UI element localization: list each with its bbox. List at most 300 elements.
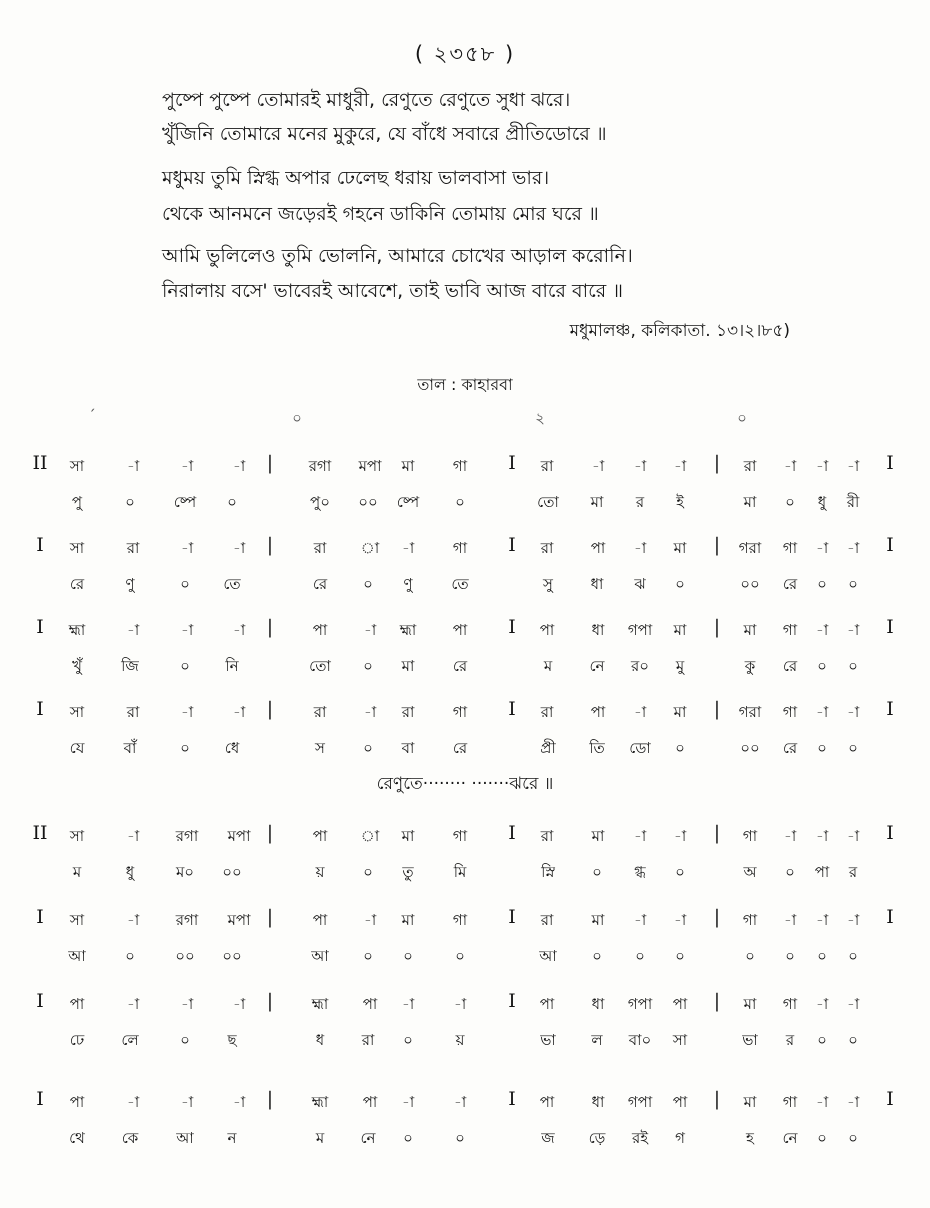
bar-line: | <box>713 698 721 720</box>
lyric-syllable: ধ <box>315 1031 325 1049</box>
lyric-syllable: ০ <box>785 947 795 965</box>
lyric-syllable: ০ <box>180 1031 190 1049</box>
lyric-syllable: বা <box>401 739 415 757</box>
swara-note: রগা <box>175 911 199 929</box>
lyric-syllable: মা <box>590 493 604 511</box>
lyric-syllable: ০ <box>817 575 827 593</box>
notation-block <box>0 1088 930 1161</box>
bar-line: I <box>886 616 894 638</box>
lyric-syllable: কে <box>121 1129 139 1147</box>
swara-note: -া <box>815 827 829 845</box>
bar-line: I <box>886 534 894 556</box>
swara-note: মা <box>673 703 687 721</box>
beat-mark: ০ <box>292 409 302 427</box>
lyric-syllable: তি <box>589 739 605 757</box>
swara-note: মা <box>591 911 605 929</box>
swara-note: -া <box>846 457 860 475</box>
bar-line: | <box>713 616 721 638</box>
syllable-row <box>0 1029 930 1057</box>
swara-note: মা <box>743 1093 757 1111</box>
swara-note: হ্মা <box>311 1093 329 1111</box>
lyric-syllable: ০ <box>817 1129 827 1147</box>
swara-note: রা <box>126 703 140 721</box>
swara-note: পা <box>539 995 555 1013</box>
swara-note: -া <box>673 827 687 845</box>
lyric-syllable: ০০ <box>358 493 378 511</box>
bar-line: | <box>266 990 274 1012</box>
swara-note: -া <box>180 457 194 475</box>
swara-note: -া <box>126 995 140 1013</box>
lyric-syllable: ০ <box>675 575 685 593</box>
lyric-syllable: রে <box>312 575 328 593</box>
swara-note: পা <box>590 539 606 557</box>
composition-place-date: মধুমালঞ্চ, কলিকাতা. ১৩।২।৮৫) <box>569 321 790 341</box>
lyric-syllable: ০ <box>635 947 645 965</box>
bar-line: | <box>266 1088 274 1110</box>
lyric-syllable: ০ <box>848 739 858 757</box>
swara-note: -া <box>126 457 140 475</box>
lyric-syllable: প্রী <box>540 739 556 757</box>
swara-note: -া <box>783 911 797 929</box>
swara-note: গা <box>742 827 758 845</box>
swara-note: গা <box>452 457 468 475</box>
lyric-syllable: ০ <box>848 657 858 675</box>
lyric-syllable: ০ <box>817 1031 827 1049</box>
lyric-syllable: সা <box>672 1031 688 1049</box>
beat-mark: ´ <box>88 407 96 425</box>
swara-note: পা <box>362 995 378 1013</box>
lyric-syllable: ০ <box>455 493 465 511</box>
lyric-syllable: রে <box>782 739 798 757</box>
lyric-syllable: ণু <box>125 575 135 593</box>
swara-note: পা <box>312 911 328 929</box>
lyric-syllable: থে <box>69 1129 85 1147</box>
lyric-syllable: ঝ <box>634 575 646 593</box>
lyric-syllable: ০০ <box>740 575 760 593</box>
swara-note: ধা <box>591 621 605 639</box>
swara-note: -া <box>126 911 140 929</box>
swara-note: ধা <box>591 995 605 1013</box>
bar-line: I <box>886 822 894 844</box>
swara-note: -া <box>846 995 860 1013</box>
swara-note: গা <box>782 1093 798 1111</box>
swara-note: পা <box>539 621 555 639</box>
lyric-syllable: ০ <box>817 739 827 757</box>
beat-mark: ০ <box>737 409 747 427</box>
lyric-line: খুঁজিনি তোমারে মনের মুকুরে, যে বাঁধে সবারে প্রীতিডোরে ॥ <box>162 123 607 145</box>
lyric-syllable: খুঁ <box>72 657 82 675</box>
swara-note: রা <box>540 911 554 929</box>
swara-note: মা <box>673 539 687 557</box>
lyric-syllable: ০০ <box>740 739 760 757</box>
lyric-syllable: অ <box>743 863 757 881</box>
lyric-syllable: স্নি <box>541 863 555 881</box>
notation-block <box>0 990 930 1063</box>
notation-block <box>0 822 930 895</box>
swara-note: -া <box>633 457 647 475</box>
swara-note: পা <box>590 703 606 721</box>
swara-note: -া <box>846 539 860 557</box>
swara-note: পা <box>69 995 85 1013</box>
lyric-syllable: ০ <box>363 739 373 757</box>
swara-note: হ্মা <box>399 621 417 639</box>
swara-note: -া <box>815 1093 829 1111</box>
tala-heading: তাল : কাহারবা <box>417 375 513 394</box>
swara-note: -া <box>846 703 860 721</box>
lyric-syllable: ষ্পে <box>396 493 420 511</box>
lyric-syllable: বাঁ <box>123 739 137 757</box>
swara-note: পা <box>362 1093 378 1111</box>
lyric-syllable: ০ <box>180 739 190 757</box>
swara-row <box>0 822 930 853</box>
lyric-line: থেকে আনমনে জড়েরই গহনে ডাকিনি তোমায় মোর ঘরে ॥ <box>162 203 599 225</box>
syllable-row <box>0 573 930 601</box>
bar-line: I <box>886 1088 894 1110</box>
swara-note: গা <box>782 621 798 639</box>
lyric-syllable: ঢে <box>69 1031 85 1049</box>
lyric-syllable: ০ <box>848 947 858 965</box>
lyric-syllable: রে <box>452 657 468 675</box>
lyric-syllable: ডো <box>629 739 651 757</box>
lyric-syllable: ০ <box>455 1129 465 1147</box>
lyric-syllable: রা <box>361 1031 375 1049</box>
lyric-line: মধুময় তুমি স্নিগ্ধ অপার ঢেলেছ ধরায় ভালবাসা ভার। <box>162 167 550 189</box>
syllable-row <box>0 655 930 683</box>
lyric-syllable: ০ <box>180 575 190 593</box>
lyric-syllable: কু <box>744 657 756 675</box>
swara-note: -া <box>815 621 829 639</box>
swara-note: -া <box>126 1093 140 1111</box>
swara-row <box>0 452 930 483</box>
notation-block <box>0 906 930 979</box>
lyric-syllable: ০ <box>675 947 685 965</box>
lyric-syllable: ড়ে <box>588 1129 606 1147</box>
lyric-syllable: ম <box>72 863 82 881</box>
notation-block <box>0 698 930 771</box>
lyric-syllable: তে <box>223 575 241 593</box>
swara-note: -া <box>815 457 829 475</box>
swara-note: পা <box>539 1093 555 1111</box>
bar-line: I <box>36 990 44 1012</box>
lyric-syllable: মা <box>743 493 757 511</box>
swara-note: সা <box>69 539 85 557</box>
lyric-syllable: স <box>315 739 325 757</box>
bar-line: II <box>32 822 48 844</box>
swara-note: মপা <box>227 911 251 929</box>
lyric-syllable: ০ <box>592 947 602 965</box>
lyric-syllable: ০ <box>363 863 373 881</box>
swara-note: রা <box>126 539 140 557</box>
lyric-syllable: তো <box>537 493 559 511</box>
swara-note: মা <box>401 911 415 929</box>
swara-note: গা <box>782 539 798 557</box>
swara-note: গা <box>742 911 758 929</box>
swara-note: -া <box>363 621 377 639</box>
lyric-syllable: যে <box>69 739 85 757</box>
lyric-syllable: বা০ <box>628 1031 652 1049</box>
swara-note: গা <box>452 703 468 721</box>
lyric-syllable: ল <box>591 1031 603 1049</box>
bar-line: I <box>508 1088 516 1110</box>
swara-note: পা <box>312 621 328 639</box>
beat-marks <box>0 407 930 429</box>
swara-note: -া <box>846 1093 860 1111</box>
swara-note: -া <box>232 1093 246 1111</box>
swara-note: -া <box>783 827 797 845</box>
lyric-syllable: ০ <box>363 947 373 965</box>
swara-note: -া <box>232 621 246 639</box>
swara-note: -া <box>633 539 647 557</box>
syllable-row <box>0 945 930 973</box>
lyric-syllable: ০ <box>785 493 795 511</box>
swara-note: রা <box>540 827 554 845</box>
swara-note: সা <box>69 703 85 721</box>
swara-note: গরা <box>738 539 762 557</box>
swara-note: রা <box>743 457 757 475</box>
swara-note: মপা <box>358 457 382 475</box>
lyric-syllable: রে <box>452 739 468 757</box>
lyric-syllable: ০ <box>363 657 373 675</box>
lyric-syllable: পু <box>71 493 83 511</box>
swara-note: গপা <box>627 995 653 1013</box>
swara-note: -া <box>126 621 140 639</box>
swara-note: -া <box>232 703 246 721</box>
lyric-syllable: তে <box>451 575 469 593</box>
swara-note: গা <box>782 703 798 721</box>
lyric-syllable: লে <box>121 1031 139 1049</box>
syllable-row <box>0 861 930 889</box>
bar-line: I <box>36 1088 44 1110</box>
lyric-syllable: ধু <box>125 863 135 881</box>
bar-line: | <box>713 534 721 556</box>
lyric-syllable: নি <box>225 657 239 675</box>
bar-line: | <box>266 906 274 928</box>
swara-note: মা <box>743 995 757 1013</box>
lyric-syllable: ধে <box>224 739 240 757</box>
swara-note: রা <box>540 539 554 557</box>
lyric-syllable: ০ <box>125 493 135 511</box>
lyric-syllable: ভা <box>742 1031 758 1049</box>
lyric-line: নিরালায় বসে' ভাবেরই আবেশে, তাই ভাবি আজ বারে বারে ॥ <box>162 280 624 302</box>
lyric-syllable: ছ <box>227 1031 237 1049</box>
lyric-syllable: ০০ <box>175 947 195 965</box>
syllable-row <box>0 491 930 519</box>
lyric-syllable: ০ <box>817 657 827 675</box>
swara-note: গা <box>782 995 798 1013</box>
swara-note: -া <box>363 703 377 721</box>
lyric-syllable: গ্ধ <box>634 863 646 881</box>
lyric-syllable: ণু <box>403 575 413 593</box>
lyric-syllable: রী <box>846 493 860 511</box>
bar-line: II <box>32 452 48 474</box>
swara-note: -া <box>783 457 797 475</box>
swara-note: -া <box>846 621 860 639</box>
lyric-syllable: ০ <box>592 863 602 881</box>
lyric-syllable: ০ <box>848 575 858 593</box>
syllable-row <box>0 737 930 765</box>
lyric-syllable: ন <box>227 1129 237 1147</box>
swara-note: গরা <box>738 703 762 721</box>
lyric-syllable: র০ <box>630 657 650 675</box>
bar-line: I <box>886 452 894 474</box>
swara-note: পা <box>452 621 468 639</box>
lyric-syllable: ০ <box>227 493 237 511</box>
lyric-syllable: ০ <box>403 1031 413 1049</box>
bar-line: I <box>36 616 44 638</box>
lyric-syllable: জ <box>541 1129 555 1147</box>
lyric-syllable: তু <box>402 863 414 881</box>
bar-line: | <box>266 452 274 474</box>
swara-note: গা <box>452 911 468 929</box>
swara-note: -া <box>401 1093 415 1111</box>
swara-note: -া <box>453 1093 467 1111</box>
swara-note: মপা <box>227 827 251 845</box>
swara-note: ধা <box>591 1093 605 1111</box>
swara-note: গা <box>452 539 468 557</box>
swara-row <box>0 990 930 1021</box>
swara-note: মা <box>591 827 605 845</box>
swara-note: -া <box>815 703 829 721</box>
lyric-syllable: রই <box>631 1129 649 1147</box>
swara-row <box>0 1088 930 1119</box>
lyric-syllable: ০ <box>675 863 685 881</box>
swara-note: মা <box>743 621 757 639</box>
swara-note: হ্মা <box>68 621 86 639</box>
swara-note: পা <box>69 1093 85 1111</box>
bar-line: | <box>713 822 721 844</box>
lyric-syllable: ০ <box>785 863 795 881</box>
swara-note: রা <box>313 703 327 721</box>
swara-note: রা <box>540 703 554 721</box>
beat-mark: ২ <box>535 409 545 427</box>
lyric-syllable: র <box>848 863 858 881</box>
swara-note: -া <box>180 703 194 721</box>
swara-note: -া <box>232 995 246 1013</box>
swara-note: সা <box>69 827 85 845</box>
syllable-row <box>0 1127 930 1155</box>
lyric-syllable: নে <box>782 1129 798 1147</box>
swara-note: -া <box>180 621 194 639</box>
lyric-syllable: ষ্পে <box>173 493 197 511</box>
lyric-syllable: র <box>785 1031 795 1049</box>
swara-note: -া <box>673 911 687 929</box>
swara-note: রগা <box>308 457 332 475</box>
lyric-syllable: ০ <box>745 947 755 965</box>
lyric-syllable: ০ <box>363 575 373 593</box>
stanza-divider: রেণুতে········ ·······ঝরে ॥ <box>376 774 554 794</box>
lyric-syllable: হ <box>746 1129 754 1147</box>
swara-note: -া <box>846 827 860 845</box>
swara-note: মা <box>401 827 415 845</box>
swara-note: গপা <box>627 1093 653 1111</box>
bar-line: | <box>266 534 274 556</box>
swara-note: পা <box>672 995 688 1013</box>
swara-note: -া <box>453 995 467 1013</box>
lyric-syllable: ধা <box>590 575 604 593</box>
swara-note: হ্মা <box>311 995 329 1013</box>
lyric-syllable: আ <box>539 947 557 965</box>
swara-row <box>0 534 930 565</box>
lyric-syllable: আ <box>68 947 86 965</box>
swara-note: -া <box>232 457 246 475</box>
lyric-syllable: ০ <box>403 947 413 965</box>
lyric-syllable: ০ <box>403 1129 413 1147</box>
notation-block <box>0 534 930 607</box>
lyric-line: পুষ্পে পুষ্পে তোমারই মাধুরী, রেণুতে রেণুতে সুধা ঝরে। <box>162 89 571 111</box>
lyric-syllable: ০ <box>817 947 827 965</box>
bar-line: I <box>36 906 44 928</box>
lyric-syllable: য় <box>455 1031 465 1049</box>
notation-block <box>0 452 930 525</box>
lyric-syllable: নে <box>589 657 605 675</box>
swara-note: -া <box>180 1093 194 1111</box>
lyric-syllable: রে <box>782 575 798 593</box>
lyric-syllable: মা <box>401 657 415 675</box>
page-number: ( ২৩৫৮ ) <box>414 42 516 66</box>
lyric-syllable: ০ <box>848 1129 858 1147</box>
bar-line: I <box>508 452 516 474</box>
swara-note: মা <box>401 457 415 475</box>
lyric-syllable: মি <box>453 863 467 881</box>
bar-line: | <box>266 698 274 720</box>
lyric-syllable: ম০ <box>175 863 195 881</box>
swara-row <box>0 698 930 729</box>
bar-line: | <box>713 452 721 474</box>
swara-note: -া <box>232 539 246 557</box>
bar-line: I <box>508 616 516 638</box>
swara-note: সা <box>69 911 85 929</box>
bar-line: I <box>508 990 516 1012</box>
lyric-syllable: আ <box>176 1129 194 1147</box>
bar-line: I <box>36 534 44 556</box>
swara-note: মা <box>673 621 687 639</box>
swara-note: -া <box>126 827 140 845</box>
swara-note: া <box>360 539 380 557</box>
bar-line: I <box>508 822 516 844</box>
swara-note: রা <box>540 457 554 475</box>
lyric-syllable: ভা <box>540 1031 556 1049</box>
swara-note: -া <box>401 539 415 557</box>
swara-note: -া <box>815 539 829 557</box>
lyric-syllable: সু <box>543 575 553 593</box>
swara-note: -া <box>633 827 647 845</box>
bar-line: I <box>508 906 516 928</box>
bar-line: | <box>713 1088 721 1110</box>
swara-note: গপা <box>627 621 653 639</box>
swara-row <box>0 906 930 937</box>
swara-note: গা <box>452 827 468 845</box>
lyric-syllable: পা <box>814 863 830 881</box>
bar-line: I <box>508 534 516 556</box>
lyric-syllable: জি <box>121 657 139 675</box>
lyric-syllable: র <box>635 493 645 511</box>
bar-line: I <box>886 698 894 720</box>
lyric-syllable: ধু <box>817 493 827 511</box>
bar-line: | <box>713 990 721 1012</box>
bar-line: | <box>713 906 721 928</box>
lyric-syllable: রে <box>69 575 85 593</box>
lyric-syllable: রে <box>782 657 798 675</box>
bar-line: I <box>886 906 894 928</box>
swara-row <box>0 616 930 647</box>
bar-line: | <box>266 822 274 844</box>
lyric-syllable: পু০ <box>310 493 330 511</box>
lyric-syllable: ০ <box>180 657 190 675</box>
lyric-syllable: য় <box>315 863 325 881</box>
lyric-syllable: নে <box>360 1129 376 1147</box>
swara-note: -া <box>846 911 860 929</box>
swara-note: -া <box>633 911 647 929</box>
